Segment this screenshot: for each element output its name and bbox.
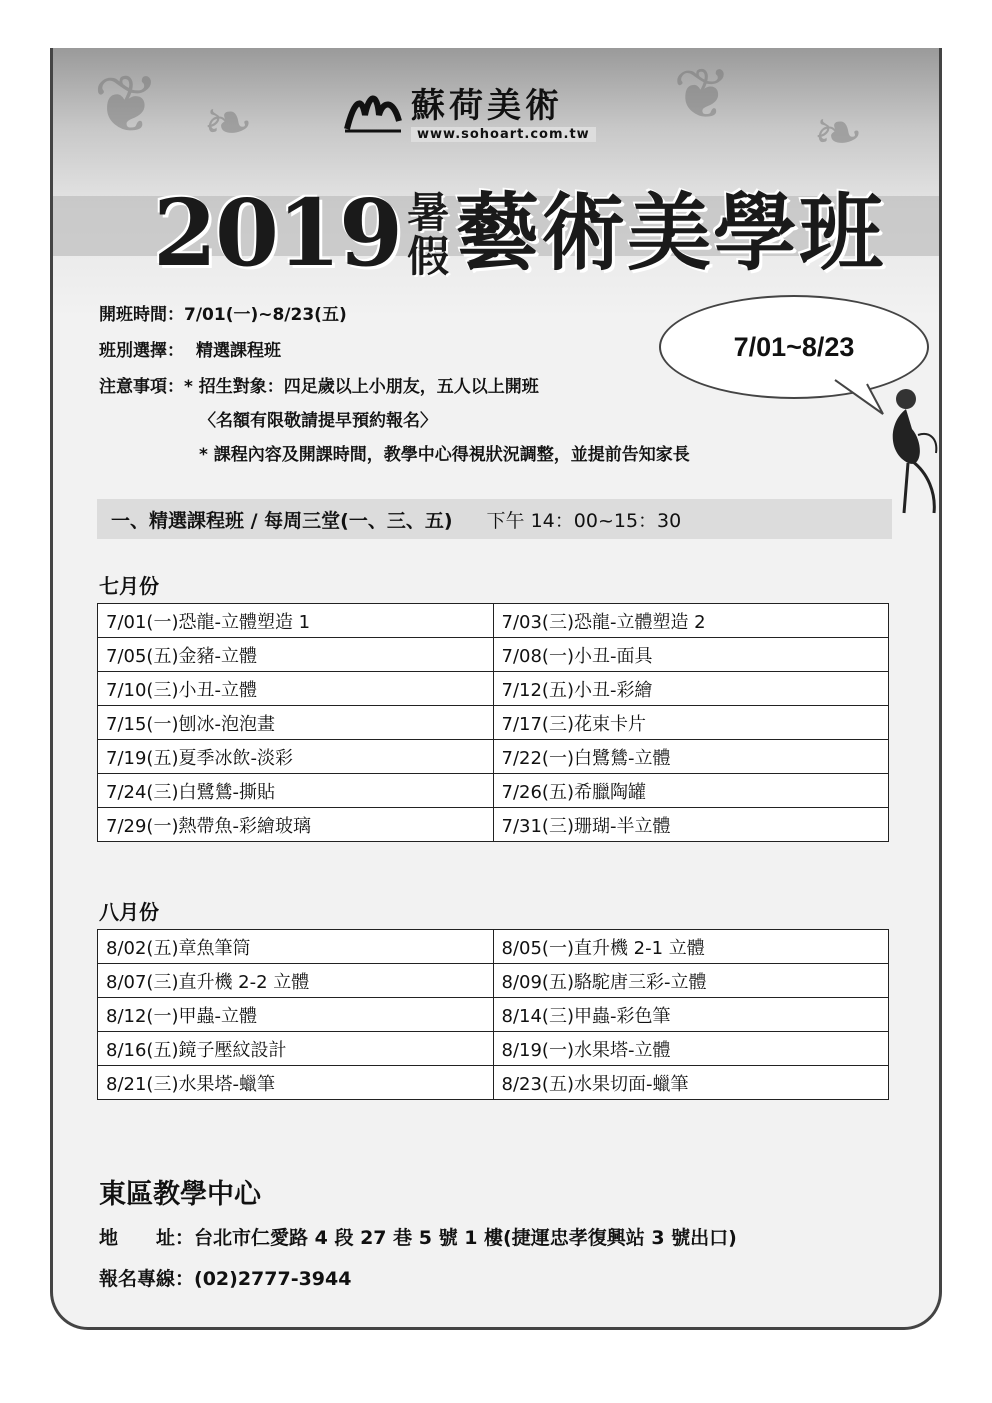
section-time: 下午 14：00~15：30 (486, 509, 682, 532)
title-main: 藝術美學班 (455, 183, 886, 282)
july-heading: 七月份 (99, 574, 159, 598)
leaf-decoration-icon: ❧ (813, 98, 864, 168)
table-cell: 7/26(五)希臘陶罐 (493, 774, 889, 808)
july-schedule-table (97, 603, 889, 842)
title-summer-bottom: 假 (407, 232, 450, 281)
leaf-decoration-icon: ❦ (673, 53, 732, 135)
table-cell: 7/24(三)白鷺鷥-撕貼 (98, 774, 494, 808)
table-cell: 8/21(三)水果塔-蠟筆 (98, 1066, 494, 1100)
table-cell: 8/23(五)水果切面-蠟筆 (493, 1066, 889, 1100)
info-class-value: 精選課程班 (196, 341, 281, 361)
title-summer-top: 暑 (407, 188, 450, 237)
info-note (99, 372, 539, 397)
address-value: 台北市仁愛路 4 段 27 巷 5 號 1 樓(捷運忠孝復興站 3 號出口) (194, 1227, 737, 1249)
table-cell: 8/05(一)直升機 2-1 立體 (493, 930, 889, 964)
table-row (98, 998, 889, 1032)
section-title: 一、精選課程班 / 每周三堂(一、三、五) (111, 509, 453, 532)
info-note-1-sub: 〈名額有限敬請提早預約報名〉 (199, 411, 437, 431)
table-cell: 7/05(五)金豬-立體 (98, 638, 494, 672)
info-period-label: 開班時間： (99, 305, 184, 325)
brand-name: 蘇荷美術 (411, 86, 563, 126)
table-row (98, 964, 889, 998)
address-label: 地 址： (99, 1227, 195, 1249)
table-cell: 7/17(三)花束卡片 (493, 706, 889, 740)
section-header (97, 499, 892, 539)
table-cell: 7/03(三)恐龍-立體塑造 2 (493, 604, 889, 638)
flyer-frame (50, 48, 942, 1330)
table-row (98, 604, 889, 638)
page-title (153, 166, 885, 287)
table-cell: 7/22(一)白鷺鷥-立體 (493, 740, 889, 774)
table-row (98, 638, 889, 672)
info-note-2: * 課程內容及開課時間，教學中心得視狀況調整，並提前告知家長 (199, 445, 690, 465)
info-class-label: 班別選擇： (99, 341, 184, 361)
leaf-decoration-icon: ❦ (93, 58, 161, 151)
table-cell: 7/19(五)夏季冰飲-淡彩 (98, 740, 494, 774)
brand-url: www.sohoart.com.tw (411, 127, 596, 142)
august-schedule-table (97, 929, 889, 1100)
table-row (98, 1066, 889, 1100)
table-row (98, 706, 889, 740)
table-cell: 8/09(五)駱駝唐三彩-立體 (493, 964, 889, 998)
table-row (98, 774, 889, 808)
table-cell: 8/19(一)水果塔-立體 (493, 1032, 889, 1066)
table-row (98, 1032, 889, 1066)
info-class (99, 336, 281, 361)
info-period (99, 300, 347, 325)
table-cell: 7/29(一)熱帶魚-彩繪玻璃 (98, 808, 494, 842)
table-cell: 8/07(三)直升機 2-2 立體 (98, 964, 494, 998)
brand-logo (343, 78, 596, 142)
table-cell: 8/12(一)甲蟲-立體 (98, 998, 494, 1032)
title-summer (407, 188, 450, 281)
table-row (98, 808, 889, 842)
table-row (98, 672, 889, 706)
table-cell: 7/01(一)恐龍-立體塑造 1 (98, 604, 494, 638)
table-cell: 8/02(五)章魚筆筒 (98, 930, 494, 964)
august-heading: 八月份 (99, 900, 159, 924)
center-phone (99, 1264, 351, 1291)
phone-label: 報名專線： (99, 1268, 195, 1290)
table-row (98, 740, 889, 774)
table-cell: 7/08(一)小丑-面具 (493, 638, 889, 672)
center-name: 東區教學中心 (99, 1179, 261, 1210)
table-cell: 7/31(三)珊瑚-半立體 (493, 808, 889, 842)
table-row (98, 930, 889, 964)
phone-value: (02)2777-3944 (194, 1268, 352, 1290)
date-bubble: 7/01~8/23 (659, 295, 929, 399)
title-year: 2019 (153, 179, 402, 287)
table-cell: 7/12(五)小丑-彩繪 (493, 672, 889, 706)
leaf-decoration-icon: ❧ (203, 88, 254, 158)
info-note-label: 注意事項： (99, 377, 184, 397)
info-note-1: * 招生對象：四足歲以上小朋友，五人以上開班 (184, 377, 539, 397)
table-cell: 8/14(三)甲蟲-彩色筆 (493, 998, 889, 1032)
brand-mark-icon (343, 85, 403, 135)
table-cell: 8/16(五)鏡子壓紋設計 (98, 1032, 494, 1066)
table-cell: 7/15(一)刨冰-泡泡畫 (98, 706, 494, 740)
center-address (99, 1223, 737, 1250)
info-period-value: 7/01(一)~8/23(五) (184, 305, 347, 325)
table-cell: 7/10(三)小丑-立體 (98, 672, 494, 706)
